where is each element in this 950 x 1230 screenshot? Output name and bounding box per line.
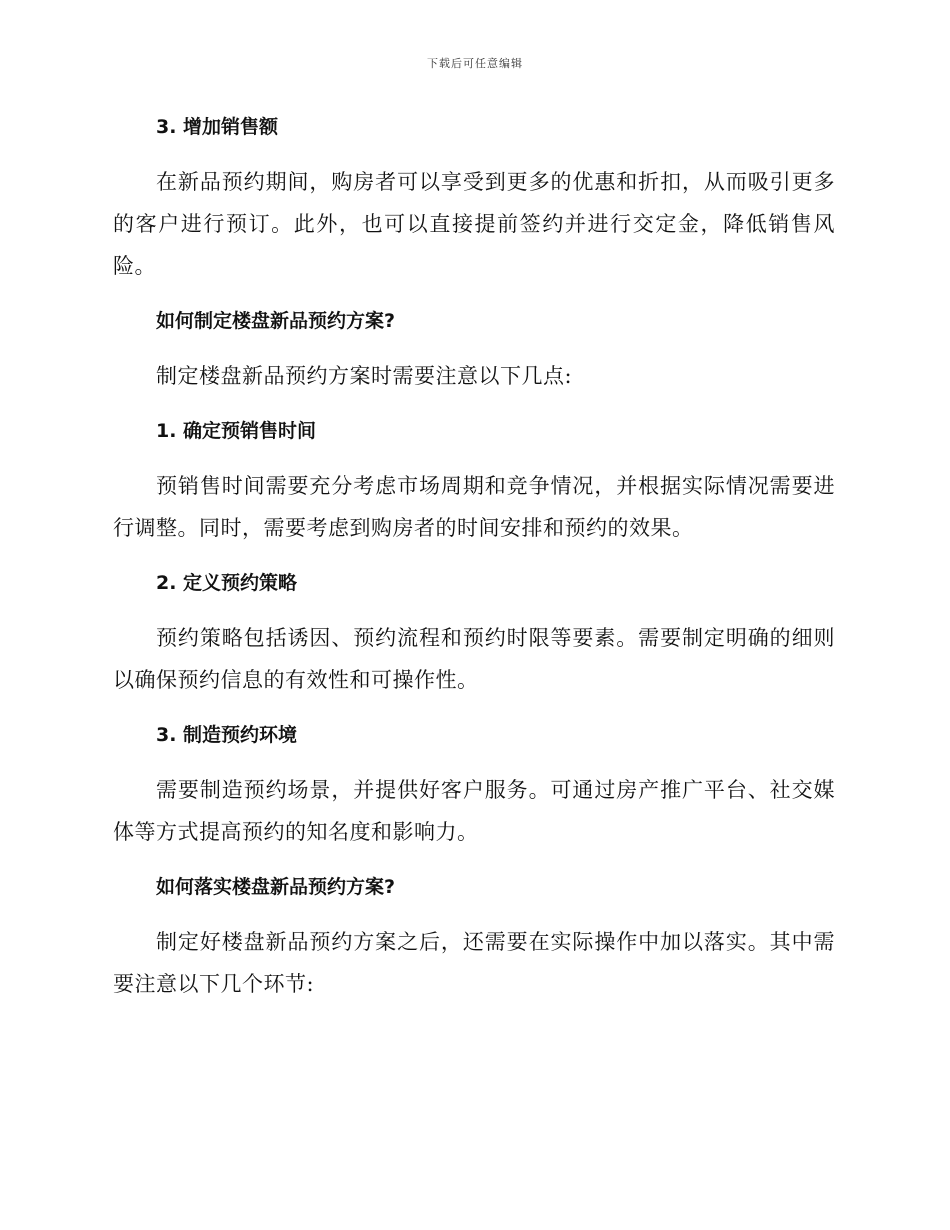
section-heading-increase-sales: 3. 增加销售额 bbox=[156, 116, 279, 138]
paragraph-plan-intro: 制定楼盘新品预约方案时需要注意以下几点: bbox=[156, 364, 573, 388]
header-note: 下载后可任意编辑 bbox=[427, 57, 523, 70]
section-heading-how-to-plan: 如何制定楼盘新品预约方案? bbox=[156, 310, 396, 332]
section-heading-how-to-implement: 如何落实楼盘新品预约方案? bbox=[156, 876, 396, 898]
paragraph-presale-time: 预销售时间需要充分考虑市场周期和竞争情况，并根据实际情况需要进行调整。同时，需要考虑到购房者的时间安排和预约的效果。 bbox=[113, 474, 835, 540]
paragraph-booking-environment: 需要制造预约场景，并提供好客户服务。可通过房产推广平台、社交媒体等方式提高预约的知名度和影响力。 bbox=[113, 778, 835, 844]
document-body bbox=[113, 108, 835, 1005]
paragraph-booking-strategy: 预约策略包括诱因、预约流程和预约时限等要素。需要制定明确的细则以确保预约信息的有效性和可操作性。 bbox=[113, 626, 835, 692]
paragraph-increase-sales: 在新品预约期间，购房者可以享受到更多的优惠和折扣，从而吸引更多的客户进行预订。此外，也可以直接提前签约并进行交定金，降低销售风险。 bbox=[113, 170, 835, 278]
section-heading-booking-strategy: 2. 定义预约策略 bbox=[156, 572, 298, 594]
section-heading-booking-environment: 3. 制造预约环境 bbox=[156, 724, 298, 746]
paragraph-implement-intro: 制定好楼盘新品预约方案之后，还需要在实际操作中加以落实。其中需要注意以下几个环节: bbox=[113, 930, 835, 996]
section-heading-presale-time: 1. 确定预销售时间 bbox=[156, 420, 317, 442]
